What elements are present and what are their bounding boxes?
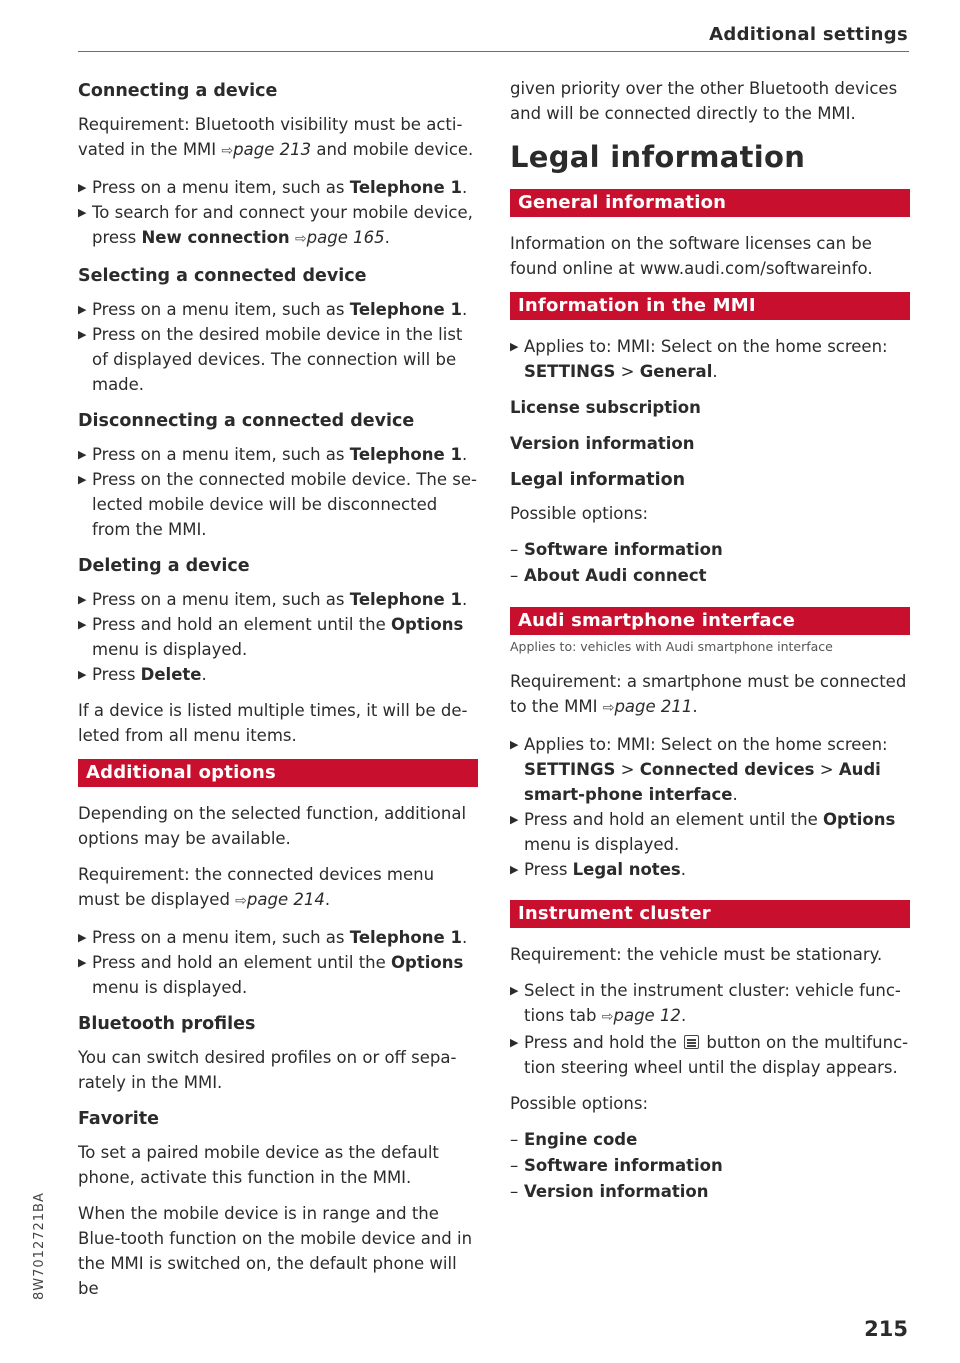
section-bar-additional-options: Additional options bbox=[78, 759, 478, 787]
step-item: ▶ Press on a menu item, such as Telephone 1. bbox=[78, 297, 478, 322]
step-item: ▶ Press on a menu item, such as Telephone 1. bbox=[78, 587, 478, 612]
additional-intro: Depending on the selected function, additional options may be available. bbox=[78, 804, 467, 848]
heading-license-subscription: License subscription bbox=[510, 398, 701, 417]
note-deleting: If a device is listed multiple times, it will be de-leted from all menu items. bbox=[78, 701, 468, 745]
bullet-triangle-icon: ▶ bbox=[78, 206, 87, 219]
steps-connecting bbox=[78, 175, 478, 252]
step-item: ▶ Press and hold an element until the Options menu is displayed. bbox=[510, 807, 910, 857]
possible-options-label: Possible options: bbox=[510, 504, 649, 523]
bullet-triangle-icon: ▶ bbox=[510, 1036, 519, 1049]
step-item: ▶ Press and hold the button on the multifunc-tion steering wheel until the display appears. bbox=[510, 1030, 910, 1080]
steps-additional bbox=[78, 925, 478, 1000]
menu-list-button-icon bbox=[684, 1035, 699, 1049]
steps-selecting bbox=[78, 297, 478, 397]
general-text: Information on the software licenses can be found online at www.audi.com/softwareinfo. bbox=[510, 234, 873, 278]
requirement-additional: Requirement: the connected devices menu must be displayed ⇨page 214. bbox=[78, 865, 435, 909]
step-item: ▶ Press on a menu item, such as Telephone 1. bbox=[78, 925, 478, 950]
heading-legal-information-sub: Legal information bbox=[510, 470, 686, 490]
steps-mmi bbox=[510, 334, 910, 384]
bullet-triangle-icon: ▶ bbox=[510, 863, 519, 876]
steps-smartphone bbox=[510, 732, 910, 882]
requirement-cluster: Requirement: the vehicle must be stationary. bbox=[510, 945, 883, 964]
bullet-triangle-icon: ▶ bbox=[510, 738, 519, 751]
list-item: – Engine code bbox=[510, 1130, 638, 1149]
heading-favorite: Favorite bbox=[78, 1109, 160, 1129]
right-column bbox=[510, 76, 910, 1216]
bullet-triangle-icon: ▶ bbox=[78, 181, 87, 194]
step-item: ▶ Press on a menu item, such as Telephone 1. bbox=[78, 175, 478, 200]
heading-connecting-device: Connecting a device bbox=[78, 81, 278, 101]
step-item: ▶ Select in the instrument cluster: vehicle func-tions tab ⇨page 12. bbox=[510, 978, 910, 1030]
section-bar-audi-smartphone-interface: Audi smartphone interface bbox=[510, 607, 910, 635]
step-item: ▶ Press on a menu item, such as Telephone 1. bbox=[78, 442, 478, 467]
bullet-triangle-icon: ▶ bbox=[78, 303, 87, 316]
list-item: – Software information bbox=[510, 1156, 723, 1175]
favorite-text: To set a paired mobile device as the default phone, activate this function in the MMI. bbox=[78, 1143, 439, 1187]
cluster-options-list bbox=[510, 1127, 910, 1205]
heading-version-information: Version information bbox=[510, 434, 695, 453]
heading-bluetooth-profiles: Bluetooth profiles bbox=[78, 1014, 256, 1034]
document-code: 8W7012721BA bbox=[32, 1192, 47, 1300]
page-number: 215 bbox=[864, 1317, 908, 1341]
step-item: ▶ Press Delete. bbox=[78, 662, 478, 687]
page-link[interactable]: page 211 bbox=[614, 697, 693, 716]
heading-legal-information: Legal information bbox=[510, 140, 806, 174]
list-item: – Software information bbox=[510, 540, 723, 559]
header-title: Additional settings bbox=[709, 24, 908, 45]
bullet-triangle-icon: ▶ bbox=[510, 340, 519, 353]
step-item: ▶ Press and hold an element until the Options menu is displayed. bbox=[78, 612, 478, 662]
requirement-smartphone: Requirement: a smartphone must be connected to the MMI ⇨page 211. bbox=[510, 672, 907, 716]
heading-selecting-device: Selecting a connected device bbox=[78, 266, 367, 286]
step-item: ▶ Press and hold an element until the Options menu is displayed. bbox=[78, 950, 478, 1000]
favorite-text-continued: When the mobile device is in range and the Blue-tooth function on the mobile device and in the MMI is switched on, the default phone will be bbox=[78, 1204, 473, 1298]
steps-deleting bbox=[78, 587, 478, 687]
bullet-triangle-icon: ▶ bbox=[78, 473, 87, 486]
bullet-triangle-icon: ▶ bbox=[78, 668, 87, 681]
section-bar-instrument-cluster: Instrument cluster bbox=[510, 900, 910, 928]
page-link[interactable]: page 165 bbox=[306, 228, 385, 247]
heading-deleting-device: Deleting a device bbox=[78, 556, 250, 576]
bullet-triangle-icon: ▶ bbox=[78, 618, 87, 631]
arrow-icon: ⇨ bbox=[221, 143, 234, 159]
arrow-icon: ⇨ bbox=[235, 893, 247, 909]
step-item: ▶ Applies to: MMI: Select on the home screen: SETTINGS > General. bbox=[510, 334, 910, 384]
step-item: ▶ To search for and connect your mobile device, press New connection ⇨page 165. bbox=[78, 200, 478, 252]
bullet-triangle-icon: ▶ bbox=[78, 931, 87, 944]
step-item: ▶ Press on the desired mobile device in the list of displayed devices. The connection will be made. bbox=[78, 322, 478, 397]
step-item: ▶ Press on the connected mobile device. The se-lected mobile device will be disconnected from the MMI. bbox=[78, 467, 478, 542]
bullet-triangle-icon: ▶ bbox=[510, 813, 519, 826]
section-bar-general-information: General information bbox=[510, 189, 910, 217]
steps-cluster bbox=[510, 978, 910, 1080]
applies-note: Applies to: vehicles with Audi smartphone interface bbox=[510, 639, 833, 654]
header-rule bbox=[78, 51, 909, 52]
step-item: ▶ Applies to: MMI: Select on the home screen: SETTINGS > Connected devices > Audi smart-phone interface. bbox=[510, 732, 910, 807]
continued-text: given priority over the other Bluetooth devices and will be connected directly to the MMI. bbox=[510, 79, 898, 123]
page-link[interactable]: page 12 bbox=[613, 1006, 681, 1025]
arrow-icon: ⇨ bbox=[294, 231, 307, 247]
heading-disconnecting-device: Disconnecting a connected device bbox=[78, 411, 415, 431]
list-item: – About Audi connect bbox=[510, 566, 707, 585]
bullet-triangle-icon: ▶ bbox=[78, 956, 87, 969]
bullet-triangle-icon: ▶ bbox=[78, 328, 87, 341]
arrow-icon: ⇨ bbox=[601, 1009, 614, 1025]
bullet-triangle-icon: ▶ bbox=[78, 448, 87, 461]
list-item: – Version information bbox=[510, 1182, 709, 1201]
possible-options-label: Possible options: bbox=[510, 1094, 649, 1113]
profiles-text: You can switch desired profiles on or off sepa-rately in the MMI. bbox=[78, 1048, 457, 1092]
bullet-triangle-icon: ▶ bbox=[510, 984, 519, 997]
step-item: ▶ Press Legal notes. bbox=[510, 857, 910, 882]
requirement-connecting: Requirement: Bluetooth visibility must be acti-vated in the MMI ⇨page 213 and mobile device. bbox=[78, 115, 474, 159]
left-column bbox=[78, 74, 478, 1312]
page-link[interactable]: page 214 bbox=[246, 890, 325, 909]
mmi-options-list bbox=[510, 537, 910, 589]
steps-disconnecting bbox=[78, 442, 478, 542]
arrow-icon: ⇨ bbox=[602, 700, 615, 716]
section-bar-information-in-mmi: Information in the MMI bbox=[510, 292, 910, 320]
bullet-triangle-icon: ▶ bbox=[78, 593, 87, 606]
page-link[interactable]: page 213 bbox=[233, 140, 312, 159]
